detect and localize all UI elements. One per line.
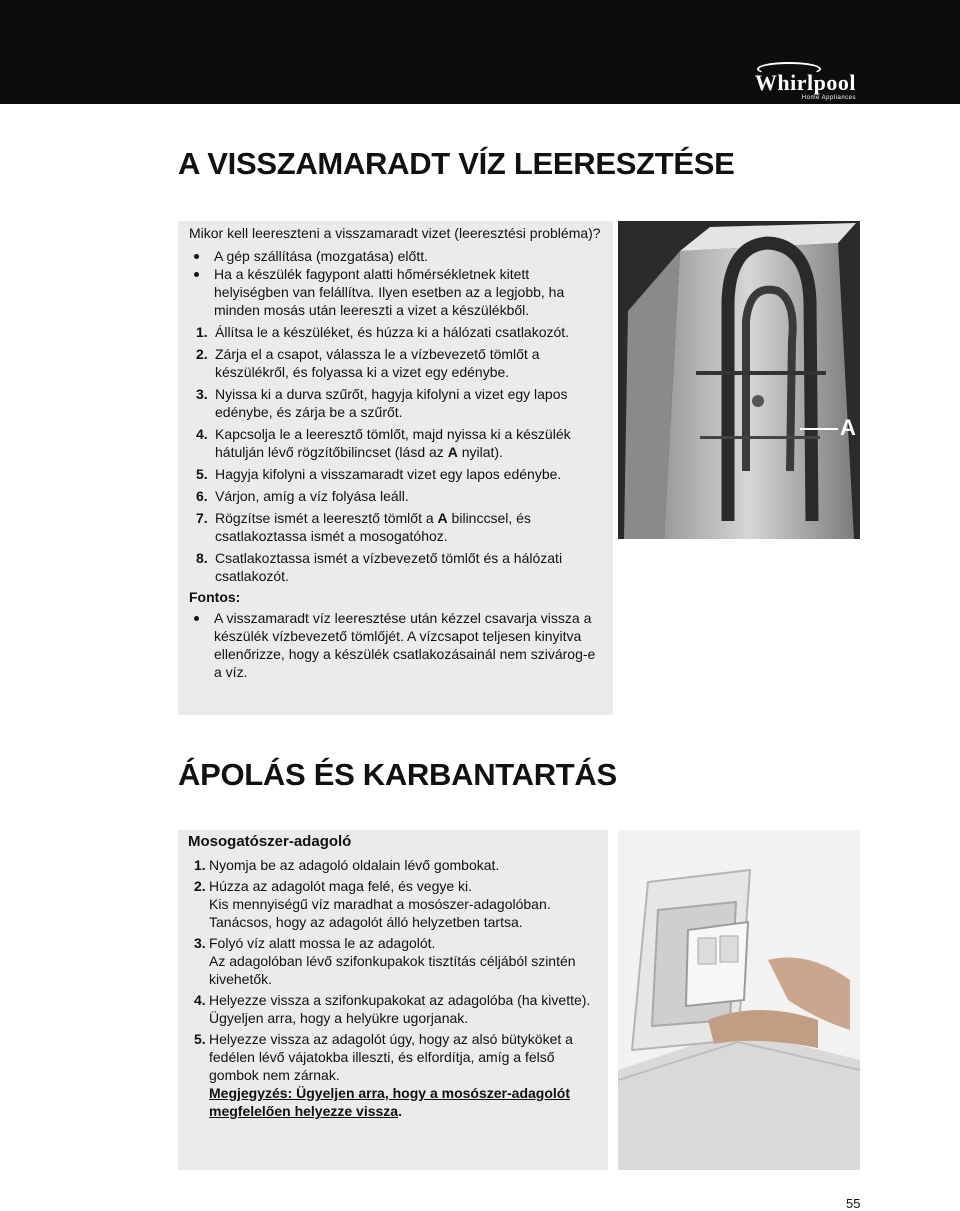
step-text: bilinccsel, és csatlakoztassa ismét a mosogatóhoz.	[215, 510, 531, 544]
step-item	[189, 385, 603, 421]
step-text: Helyezze vissza a szifonkupakokat az adagolóba (ha kivette).	[209, 992, 591, 1008]
step-text: Nyomja be az adagoló oldalain lévő gombokat.	[209, 857, 500, 873]
step-item	[189, 323, 603, 341]
step-number: 5.	[196, 466, 208, 482]
step-item	[188, 991, 598, 1027]
step-text: Húzza az adagolót maga felé, és vegye ki.	[209, 878, 473, 894]
dispenser-illustration	[618, 830, 860, 1170]
intro-text: Mikor kell leereszteni a visszamaradt vizet (leeresztési probléma)?	[189, 225, 601, 241]
step-item	[189, 509, 603, 545]
step-item	[189, 465, 603, 483]
important-bullet: A visszamaradt víz leeresztése után kézzel csavarja vissza a készülék vízbevezető tömlőjét. A vízcsapot teljesen kinyitva ellenőrizze, hogy a készülék csatlakozásainál nem szivárog-e a víz.	[189, 609, 603, 681]
label-a: A	[840, 415, 856, 440]
drain-instructions-panel	[178, 221, 613, 715]
step-text: nyilat).	[457, 444, 503, 460]
logo-subtitle: Home Appliances	[801, 95, 856, 101]
header-bar	[0, 0, 960, 104]
step-number: 2.	[194, 878, 206, 894]
step-number: 1.	[194, 857, 206, 873]
section-title-drain: A VISSZAMARADT VÍZ LEERESZTÉSE	[178, 146, 735, 181]
step-number: 8.	[196, 550, 208, 566]
step-item	[188, 934, 598, 988]
bullet-item: A gép szállítása (mozgatása) előtt.	[189, 247, 603, 265]
step-item	[188, 1030, 598, 1120]
bullet-item: Ha a készülék fagypont alatti hőmérsékletnek kitett helyiségben van felállítva. Ilyen esetben az a legjobb, ha minden mosás után leereszti a vizet a készülékből.	[189, 265, 603, 319]
step-item	[189, 425, 603, 461]
label-a-pointer	[800, 428, 838, 430]
step-extra: Ügyeljen arra, hogy a helyükre ugorjanak.	[209, 1010, 469, 1026]
step-number: 3.	[194, 935, 206, 951]
step-number: 6.	[196, 488, 208, 504]
step-extra: Az adagolóban lévő szifonkupakok tisztítás céljából szintén kivehetők.	[209, 953, 576, 987]
step-text: Zárja el a csapot, válassza le a vízbevezető tömlőt a készülékről, és folyassa ki a vizet egy edénybe.	[215, 346, 540, 380]
dispenser-photo	[618, 830, 860, 1170]
step-text: Hagyja kifolyni a visszamaradt vizet egy lapos edénybe.	[215, 466, 562, 482]
step-text: Nyissa ki a durva szűrőt, hagyja kifolyni a vizet egy lapos edénybe, és zárja be a szűrőt.	[215, 386, 568, 420]
washer-back-illustration	[618, 221, 860, 539]
important-label: Fontos:	[189, 589, 241, 605]
note-text: Megjegyzés: Ügyeljen arra, hogy a mosószer-adagolót megfelelően helyezze vissza	[209, 1085, 570, 1119]
whirlpool-logo	[755, 62, 856, 101]
logo-wordmark: Whirlpool	[754, 70, 856, 95]
step-number: 7.	[196, 510, 208, 526]
step-text: Helyezze vissza az adagolót úgy, hogy az alsó bütyköket a fedélen lévő vájatokba illeszti, és elfordítja, amíg a felső gombok nem zárnak.	[209, 1031, 573, 1083]
subsection-title: Mosogatószer-adagoló	[188, 833, 352, 850]
step-number: 3.	[196, 386, 208, 402]
step-item	[189, 549, 603, 585]
step-item	[188, 877, 598, 931]
step-text: Folyó víz alatt mossa le az adagolót.	[209, 935, 436, 951]
step-item	[188, 856, 598, 874]
step-item	[189, 345, 603, 381]
step-text: Rögzítse ismét a leeresztő tömlőt a	[215, 510, 438, 526]
step-extra: Kis mennyiségű víz maradhat a mosószer-adagolóban. Tanácsos, hogy az adagolót álló helyzetben tartsa.	[209, 896, 551, 930]
step-bold-ref: A	[437, 510, 448, 526]
step-text: Várjon, amíg a víz folyása leáll.	[215, 488, 409, 504]
step-text: Csatlakoztassa ismét a vízbevezető tömlőt és a hálózati csatlakozót.	[215, 550, 563, 584]
step-number: 2.	[196, 346, 208, 362]
step-item	[189, 487, 603, 505]
washer-back-photo	[618, 221, 860, 539]
step-bold-ref: A	[447, 444, 458, 460]
step-number: 4.	[194, 992, 206, 1008]
dispenser-instructions-panel	[178, 830, 608, 1170]
page-number: 55	[846, 1196, 861, 1211]
step-text: Kapcsolja le a leeresztő tömlőt, majd nyissa ki a készülék hátulján lévő rögzítőbilincset (lásd az	[215, 426, 571, 460]
step-number: 4.	[196, 426, 208, 442]
step-text: Állítsa le a készüléket, és húzza ki a hálózati csatlakozót.	[215, 324, 570, 340]
section-title-care: ÁPOLÁS ÉS KARBANTARTÁS	[178, 757, 617, 792]
note-end: .	[398, 1103, 402, 1119]
step-number: 5.	[194, 1031, 206, 1047]
step-number: 1.	[196, 324, 208, 340]
